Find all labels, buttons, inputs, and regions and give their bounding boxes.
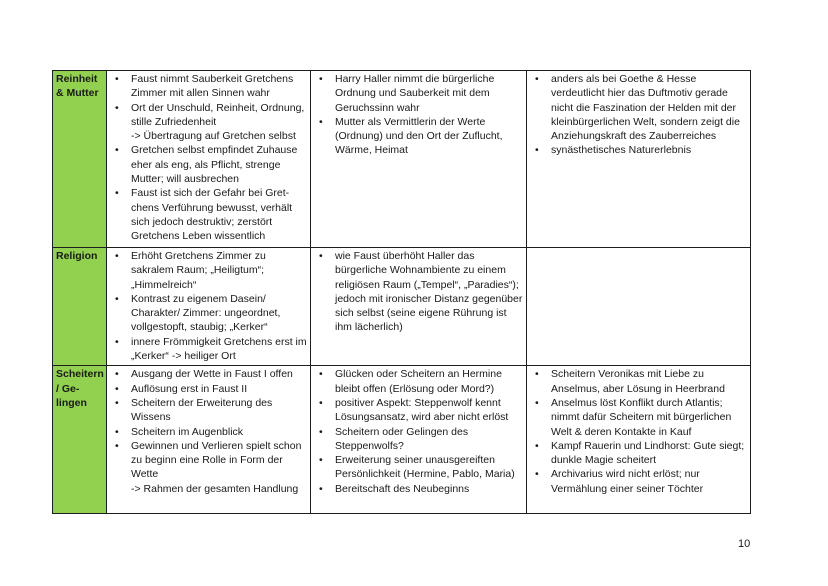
list-item-text: • Faust ist sich der Gefahr bei Gret-chens Verführung bewusst, verhält sich jedoch destruktiv; zerstört Gretchens Leben wissentlich <box>131 187 293 243</box>
bullet-list <box>110 367 307 496</box>
bullet-list <box>110 72 307 244</box>
list-item <box>110 72 307 101</box>
table-cell-col2 <box>311 248 527 366</box>
list-item-text: • Erhöht Gretchens Zimmer zu sakralem Raum; „Heiligtum“; „Himmelreich“ <box>131 250 266 291</box>
bullet-list <box>314 367 523 496</box>
list-item <box>314 72 523 115</box>
table-cell-col2 <box>311 366 527 514</box>
list-item <box>530 439 747 468</box>
table-cell-col3 <box>527 71 751 248</box>
list-item <box>530 467 747 496</box>
list-item <box>314 453 523 482</box>
row-header-line: Religion <box>56 250 98 262</box>
list-item-text: • Scheitern im Augenblick <box>131 425 244 438</box>
bullet-list <box>110 249 307 363</box>
list-item-text: • Scheitern oder Gelingen des Steppenwolfs? <box>335 425 469 452</box>
list-item-text: -> Übertragung auf Gretchen selbst <box>131 130 296 143</box>
list-item <box>110 101 307 144</box>
table-body <box>53 71 751 514</box>
list-item-text: • anders als bei Goethe & Hesse verdeutlicht hier das Duftmotiv gerade nicht die Faszination der Helden mit der kleinbürgerlichen Welt, sondern zeigt die Anziehungskraft des Zauberreiches <box>551 73 740 143</box>
list-item-text: • Scheitern der Erweiterung des Wissens <box>131 396 273 424</box>
row-header-line: / Ge- <box>56 382 80 395</box>
list-item <box>530 396 747 439</box>
row-header-line: lingen <box>56 396 87 409</box>
list-item <box>110 292 307 335</box>
list-item <box>110 186 307 243</box>
page-number: 10 <box>738 538 751 550</box>
list-item <box>530 367 747 396</box>
list-item-text: • Archivarius wird nicht erlöst; nur Vermählung einer seiner Töchter <box>551 468 704 495</box>
list-item <box>110 143 307 186</box>
table-cell-col1 <box>107 366 311 514</box>
list-item-text: • Harry Haller nimmt die bürgerliche Ordnung und Sauberkeit mit dem Geruchssinn wahr <box>335 73 495 114</box>
list-item-text: • Anselmus löst Konflikt durch Atlantis; nimmt dafür Scheitern mit bürgerlichen Welt & deren Kontakte in Kauf <box>551 396 732 438</box>
list-item-text: • Ausgang der Wette in Faust I offen <box>131 368 293 381</box>
list-item <box>530 72 747 143</box>
list-item-text: • Gewinnen und Verlieren spielt schon zu beginn eine Rolle in Form der Wette <box>131 439 302 481</box>
row-header-line: Reinheit <box>56 73 98 85</box>
list-item <box>110 335 307 364</box>
list-item-text: • Ort der Unschuld, Reinheit, Ordnung, stille Zufriedenheit <box>131 101 305 128</box>
bullet-list <box>530 72 747 158</box>
table-row <box>53 366 751 514</box>
table-cell-col3 <box>527 248 751 366</box>
list-item <box>110 439 307 496</box>
list-item <box>314 249 523 335</box>
list-item-text: • Gretchen selbst empfindet Zuhause eher als eng, als Pflicht, strenge Mutter; will ausbrechen <box>131 144 298 186</box>
list-item <box>110 382 307 396</box>
list-item-text: -> Rahmen der gesamten Handlung <box>131 482 299 495</box>
list-item-text: • Mutter als Vermittlerin der Werte (Ordnung) und den Ort der Zuflucht, Wärme, Heimat <box>335 115 503 157</box>
list-item-text: • Scheitern Veronikas mit Liebe zu Anselmus, aber Lösung in Heerbrand <box>551 368 725 395</box>
list-item-text: • Auflösung erst in Faust II <box>131 382 248 395</box>
list-item <box>314 425 523 454</box>
row-header-line: Scheitern <box>56 368 104 381</box>
row-header-line: & Mutter <box>56 87 99 100</box>
list-item <box>110 367 307 381</box>
list-item-text: • Glücken oder Scheitern an Hermine bleibt offen (Erlösung oder Mord?) <box>335 368 502 395</box>
list-item-text: • innere Frömmigkeit Gretchens erst im „Kerker“ -> heiliger Ort <box>131 335 307 363</box>
table-cell-col2 <box>311 71 527 248</box>
list-item <box>110 396 307 425</box>
table-cell-col3 <box>527 366 751 514</box>
list-item-text: • Faust nimmt Sauberkeit Gretchens Zimmer mit allen Sinnen wahr <box>131 73 294 100</box>
list-item-text: • Kontrast zu eigenem Dasein/ Charakter/ Zimmer: ungeordnet, vollgestopft, staubig; „Kerker“ <box>131 292 281 334</box>
row-header <box>53 366 107 514</box>
row-header <box>53 71 107 248</box>
list-item-text: • positiver Aspekt: Steppenwolf kennt Lösungsansatz, wird aber nicht erlöst <box>335 396 509 424</box>
list-item <box>110 425 307 439</box>
list-item <box>314 482 523 496</box>
table-cell-col1 <box>107 71 311 248</box>
list-item-text: • wie Faust überhöht Haller das bürgerliche Wohnambiente zu einem religiösen Raum („Tempel“, „Paradies“); jedoch mit ironischer Distanz gegenüber sich selbst (seine eigene Rührung ist ihm lächerlich) <box>335 250 523 334</box>
list-item-text: • Bereitschaft des Neubeginns <box>335 482 470 495</box>
list-item <box>314 367 523 396</box>
table-row <box>53 248 751 366</box>
list-item-text: • Kampf Rauerin und Lindhorst: Gute siegt; dunkle Magie scheitert <box>551 439 745 467</box>
list-item <box>530 143 747 157</box>
comparison-table <box>52 70 751 514</box>
list-item <box>314 396 523 425</box>
row-header <box>53 248 107 366</box>
bullet-list <box>314 249 523 335</box>
bullet-list <box>314 72 523 158</box>
table-row <box>53 71 751 248</box>
table-cell-col1 <box>107 248 311 366</box>
list-item <box>110 249 307 292</box>
list-item-text: • synästhetisches Naturerlebnis <box>551 144 692 157</box>
list-item <box>314 115 523 158</box>
bullet-list <box>530 367 747 496</box>
list-item-text: • Erweiterung seiner unausgereiften Persönlichkeit (Hermine, Pablo, Maria) <box>335 454 515 481</box>
